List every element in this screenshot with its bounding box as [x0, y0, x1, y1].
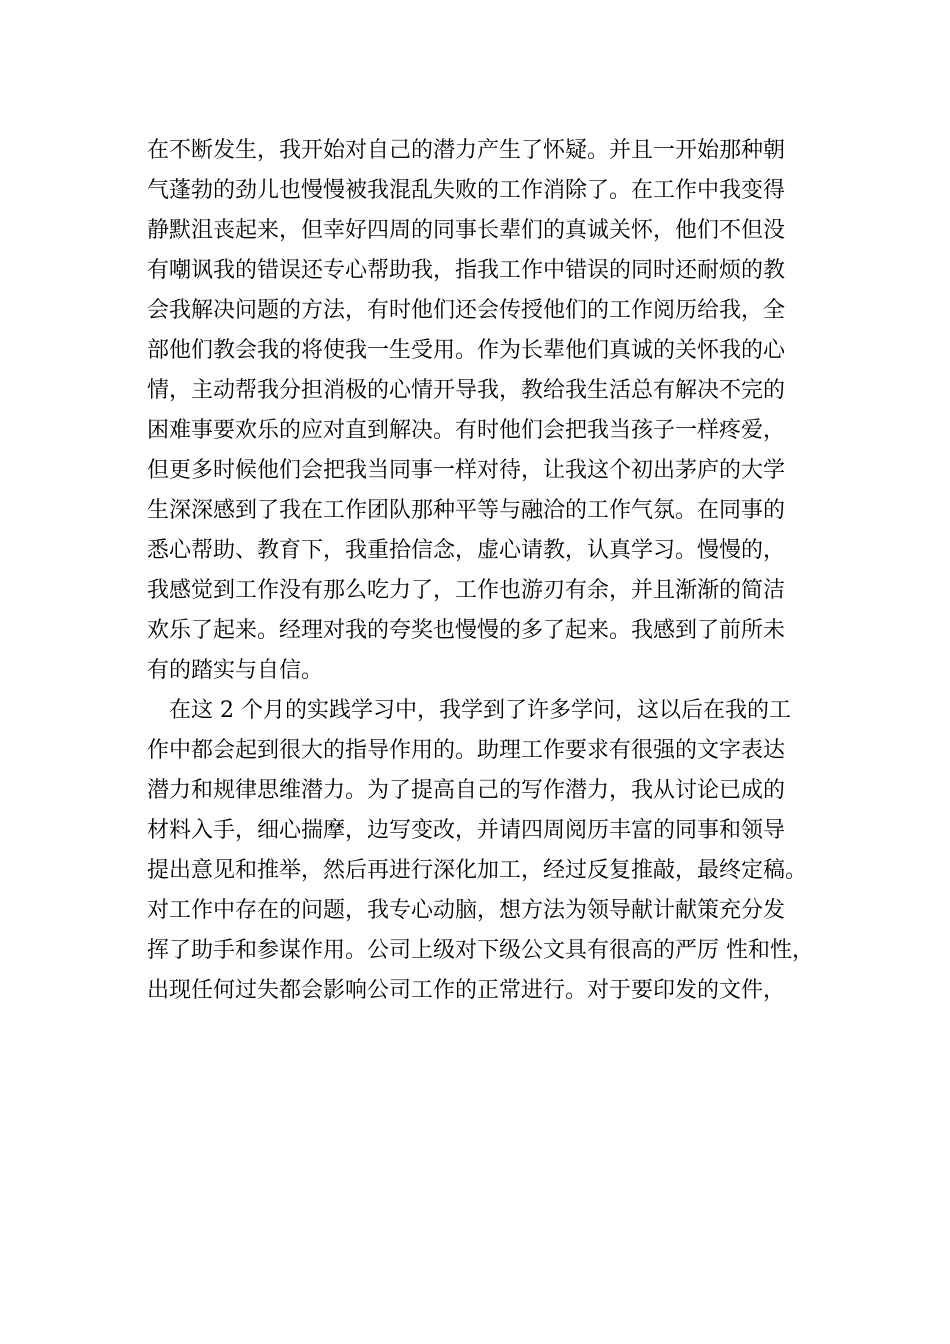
text-line: 在不断发生，我开始对自己的潜力产生了怀疑。并且一开始那种朝: [147, 138, 786, 163]
text-line: 欢乐了起来。经理对我的夸奖也慢慢的多了起来。我感到了前所未: [147, 618, 786, 643]
text-line: 气蓬勃的劲儿也慢慢被我混乱失败的工作消除了。在工作中我变得: [147, 178, 786, 203]
text-line: 困难事要欢乐的应对直到解决。有时他们会把我当孩子一样疼爱，: [147, 418, 786, 443]
text-line: 挥了助手和参谋作用。公司上级对下级公文具有很高的严厉 性和性，: [147, 938, 814, 963]
text-line: 生深深感到了我在工作团队那种平等与融洽的工作气氛。在同事的: [147, 498, 786, 523]
text-line: 会我解决问题的方法，有时他们还会传授他们的工作阅历给我，全: [147, 298, 786, 323]
text-line: 材料入手，细心揣摩，边写变改，并请四周阅历丰富的同事和领导: [147, 818, 786, 843]
body-text: [147, 131, 847, 1011]
text-line: 作中都会起到很大的指导作用的。助理工作要求有很强的文字表达: [147, 738, 786, 763]
text-line: 潜力和规律思维潜力。为了提高自己的写作潜力，我从讨论已成的: [147, 778, 786, 803]
paragraph-first-line: 在这 2 个月的实践学习中，我学到了许多学问，这以后在我的工: [169, 698, 791, 723]
text-line: 部他们教会我的将使我一生受用。作为长辈他们真诚的关怀我的心: [147, 338, 786, 363]
text-line: 对工作中存在的问题，我专心动脑，想方法为领导献计献策充分发: [147, 898, 786, 923]
text-line: 提出意见和推举，然后再进行深化加工，经过反复推敲，最终定稿。: [147, 858, 808, 883]
text-line: 有嘲讽我的错误还专心帮助我，指我工作中错误的同时还耐烦的教: [147, 258, 786, 283]
text-line: 有的踏实与自信。: [147, 658, 324, 683]
text-line: 出现任何过失都会影响公司工作的正常进行。对于要印发的文件，: [147, 978, 786, 1003]
text-line: 我感觉到工作没有那么吃力了，工作也游刃有余，并且渐渐的简洁: [147, 578, 786, 603]
text-line: 但更多时候他们会把我当同事一样对待，让我这个初出茅庐的大学: [147, 458, 786, 483]
text-line: 情，主动帮我分担消极的心情开导我，教给我生活总有解决不完的: [147, 378, 786, 403]
text-line: 静默沮丧起来，但幸好四周的同事长辈们的真诚关怀，他们不但没: [147, 218, 786, 243]
text-line: 悉心帮助、教育下，我重拾信念，虚心请教，认真学习。慢慢的，: [147, 538, 786, 563]
